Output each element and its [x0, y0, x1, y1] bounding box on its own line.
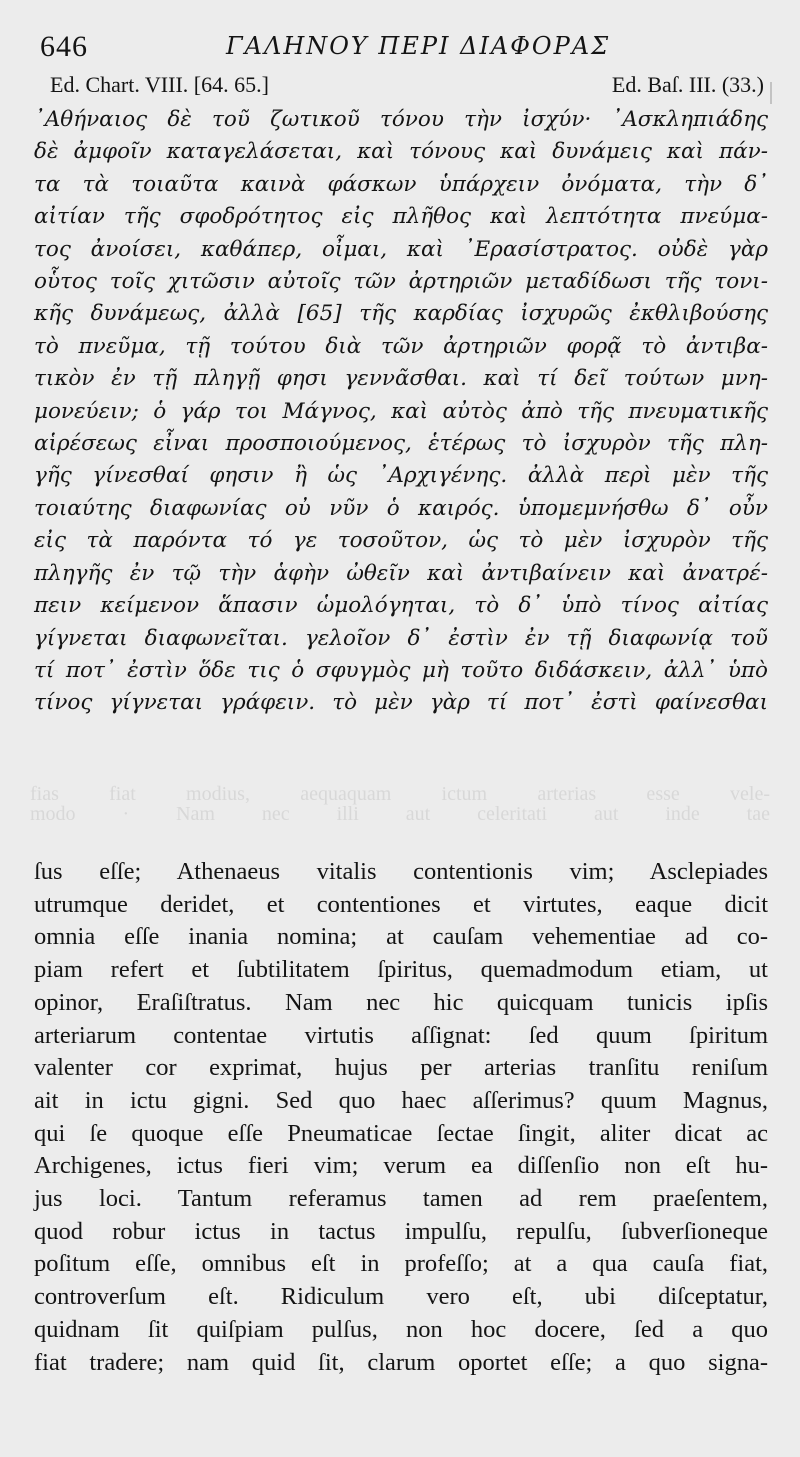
greek-text-line: αἰτίαν τῆς σφοδρότητος εἰς πλῆθος καὶ λεπτότητα πνεύμα-	[34, 204, 768, 230]
greek-text-line: αἱρέσεως εἶναι προσποιούμενος, ἑτέρως τὸ ἰσχυρὸν τῆς πλη-	[34, 431, 768, 457]
greek-text-line: πειν κείμενον ἅπασιν ὡμολόγηται, τὸ δ᾿ ὑπὸ τίνος αἰτίας	[34, 593, 768, 619]
latin-text-line: utrumque deridet, et contentiones et virtutes, eaque dicit	[34, 890, 768, 918]
latin-text-line: arteriarum contentae virtutis aſſignat: ſed quum ſpiritum	[34, 1021, 768, 1049]
page-number: 646	[40, 30, 88, 63]
greek-text-line: ᾿Αθήναιος δὲ τοῦ ζωτικοῦ τόνου τὴν ἰσχύν· ᾿Ασκληπιάδης	[34, 107, 768, 132]
latin-text-line: controverſum eſt. Ridiculum vero eſt, ubi diſceptatur,	[34, 1283, 768, 1311]
greek-text-line: δὲ ἀμφοῖν καταγελάσεται, καὶ τόνους καὶ δυνάμεις καὶ πάν-	[34, 139, 768, 165]
latin-text-line: opinor, Eraſiſtratus. Nam nec hic quicquam tunicis ipſis	[34, 988, 768, 1016]
latin-text-line: jus loci. Tantum referamus tamen ad rem praeſentem,	[34, 1185, 768, 1213]
greek-text-line: τα τὰ τοιαῦτα καινὰ φάσκων ὑπάρχειν ὀνόματα, τὴν δ᾿	[34, 171, 768, 197]
greek-text-line: κῆς δυνάμεως, ἀλλὰ [65] τῆς καρδίας ἰσχυρῶς ἐκθλιβούσης	[34, 301, 768, 327]
greek-text-line: τί ποτ᾿ ἐστὶν ὅδε τις ὁ σφυγμὸς μὴ τοῦτο διδάσκειν, ἀλλ᾿ ὑπὸ	[34, 657, 768, 683]
page-header	[40, 24, 764, 64]
edition-reference-right: Ed. Baſ. III. (33.)	[611, 72, 764, 97]
latin-text-line: quidnam ſit quiſpiam pulſus, non hoc docere, ſed a quo	[34, 1315, 768, 1343]
margin-mark	[762, 82, 772, 104]
latin-text-line: ait in ictu gigni. Sed quo haec aſſerimus? quum Magnus,	[34, 1086, 768, 1114]
greek-text-line: τὸ πνεῦμα, τῇ τούτου διὰ τῶν ἀρτηριῶν φορᾷ τὸ ἀντιβα-	[34, 333, 768, 359]
greek-text-line: γῆς γίνεσθαί φησιν ἢ ὡς ᾿Αρχιγένης. ἀλλὰ περὶ μὲν τῆς	[34, 463, 768, 489]
greek-text-block	[34, 104, 768, 720]
greek-text-line: τικὸν ἐν τῇ πληγῇ φησι γεννᾶσθαι. καὶ τί δεῖ τούτων μνη-	[34, 366, 768, 392]
edition-reference-line	[50, 72, 764, 102]
latin-text-line: poſitum eſſe, omnibus eſt in profeſſo; at a qua cauſa fiat,	[34, 1250, 768, 1278]
greek-text-line: τος ἀνοίσει, καθάπερ, οἶμαι, καὶ ᾿Ερασίστρατος. οὐδὲ γὰρ	[34, 236, 768, 262]
greek-text-line: τίνος γίγνεται γράφειν. τὸ μὲν γὰρ τί ποτ᾿ ἐστὶ φαίνεσθαι	[34, 690, 768, 716]
latin-text-line: omnia eſſe inania nomina; at cauſam vehementiae ad co-	[34, 923, 768, 951]
greek-text-line: οὗτος τοῖς χιτῶσιν αὐτοῖς τῶν ἀρτηριῶν μεταδίδωσι τῆς τονι-	[34, 269, 768, 295]
greek-text-line: τοιαύτης διαφωνίας οὐ νῦν ὁ καιρός. ὑπομεμνήσθω δ᾿ οὖν	[34, 495, 768, 521]
latin-text-line: ſus eſſe; Athenaeus vitalis contentionis vim; Asclepiades	[34, 858, 768, 885]
show-through-text	[30, 784, 770, 824]
latin-text-line: piam refert et ſubtilitatem ſpiritus, quemadmodum etiam, ut	[34, 956, 768, 984]
latin-text-line: Archigenes, ictus fieri vim; verum ea diſſenſio non eſt hu-	[34, 1152, 768, 1180]
latin-text-line: qui ſe quoque eſſe Pneumaticae ſectae ſingit, aliter dicat ac	[34, 1119, 768, 1147]
latin-text-line: quod robur ictus in tactus impulſu, repulſu, ſubverſioneque	[34, 1217, 768, 1245]
greek-text-line: πληγῆς ἐν τῷ τὴν ἁφὴν ὠθεῖν καὶ ἀντιβαίνειν καὶ ἀνατρέ-	[34, 560, 768, 586]
show-through-line: fias fiat modius, aequaquam ictum arterias esse vele-	[30, 784, 770, 805]
show-through-line: modo · Nam nec illi aut celeritati aut inde tae	[30, 803, 770, 824]
edition-reference-left: Ed. Chart. VIII. [64. 65.]	[50, 72, 269, 97]
latin-text-line: fiat tradere; nam quid ſit, clarum oportet eſſe; a quo signa-	[34, 1348, 768, 1376]
latin-text-block	[34, 856, 768, 1379]
latin-text-line: valenter cor exprimat, hujus per arterias tranſitu reniſum	[34, 1054, 768, 1082]
greek-text-line: γίγνεται διαφωνεῖται. γελοῖον δ᾿ ἐστὶν ἐν τῇ διαφωνίᾳ τοῦ	[34, 625, 768, 651]
running-title: ΓΑΛΗΝΟΥ ΠΕΡΙ ΔΙΑΦΟΡΑΣ	[226, 32, 611, 60]
greek-text-line: μονεύειν; ὁ γάρ τοι Μάγνος, καὶ αὐτὸς ἀπὸ τῆς πνευματικῆς	[34, 398, 768, 424]
greek-text-line: εἰς τὰ παρόντα τό γε τοσοῦτον, ὡς τὸ μὲν ἰσχυρὸν τῆς	[34, 528, 768, 554]
